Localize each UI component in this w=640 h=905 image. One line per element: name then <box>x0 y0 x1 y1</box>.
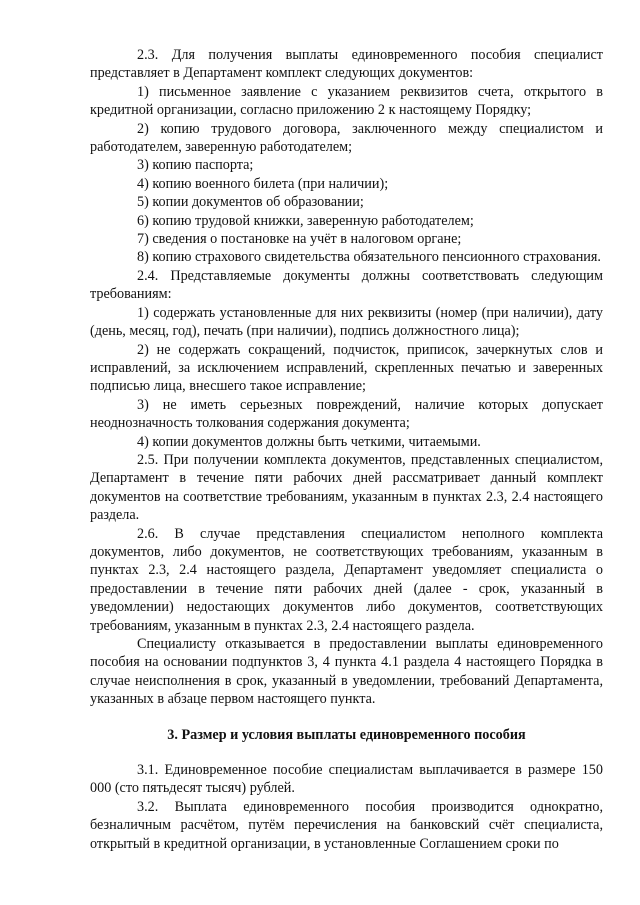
section-heading: 3. Размер и условия выплаты единовременного пособия <box>167 726 526 743</box>
paragraph-2-6: 2.6. В случае представления специалистом неполного комплекта документов, либо документов, не соответствующих требованиям, указанным в пунктах 2.3, 2.4 настоящего раздела, Департамент уведомляет специалиста о предоставлении в течение пяти рабочих дней (далее - срок, указанный в уведомлении) недостающих документов либо документов, соответствующих требованиям, указанным в пунктах 2.3, 2.4 настоящего раздела. <box>90 525 603 634</box>
list-item-education-docs: 5) копии документов об образовании; <box>137 194 364 211</box>
list-item-passport: 3) копию паспорта; <box>137 157 254 174</box>
paragraph-refusal: Специалисту отказывается в предоставлении выплаты единовременного пособия на основании подпунктов 3, 4 пункта 4.1 раздела 4 настоящего Порядка в случае неисполнения в срок, указанный в уведомлении, требований Департамента, указанных в абзаце первом настоящего пункта. <box>90 636 603 708</box>
requirement-legible: 4) копии документов должны быть четкими, читаемыми. <box>137 433 481 450</box>
list-item-application: 1) письменное заявление с указанием реквизитов счета, открытого в кредитной организации, согласно приложению 2 к настоящему Порядку; <box>90 83 603 119</box>
paragraph-3-2: 3.2. Выплата единовременного пособия производится однократно, безналичным расчётом, путём перечисления на банковский счёт специалиста, открытый в кредитной организации, в установленные Соглашением сроки по <box>90 798 603 852</box>
document-page <box>90 46 603 853</box>
requirement-no-corrections: 2) не содержать сокращений, подчисток, приписок, зачеркнутых слов и исправлений, за исключением исправлений, скрепленных печатью и заверенных подписью лица, внесшего такое исправление; <box>90 341 603 395</box>
list-item-tax-registration: 7) сведения о постановке на учёт в налоговом органе; <box>137 231 462 248</box>
list-item-employment-contract: 2) копию трудового договора, заключенного между специалистом и работодателем, заверенную работодателем; <box>90 120 603 156</box>
paragraph-2-5: 2.5. При получении комплекта документов, представленных специалистом, Департамент в течение пяти рабочих дней рассматривает данный комплект документов на соответствие требованиям, указанным в пунктах 2.3, 2.4 настоящего раздела. <box>90 451 603 524</box>
list-item-military-id: 4) копию военного билета (при наличии); <box>137 175 389 192</box>
paragraph-3-1: 3.1. Единовременное пособие специалистам выплачивается в размере 150 000 (сто пятьдесят тысяч) рублей. <box>90 762 603 797</box>
list-item-pension-certificate: 8) копию страхового свидетельства обязательного пенсионного страхования. <box>137 249 601 266</box>
requirement-details: 1) содержать установленные для них реквизиты (номер (при наличии), дату (день, месяц, год), печать (при наличии), подпись должностного лица); <box>90 304 603 340</box>
paragraph-2-3: 2.3. Для получения выплаты единовременного пособия специалист представляет в Департамент комплект следующих документов: <box>90 47 603 82</box>
list-item-work-book: 6) копию трудовой книжки, заверенную работодателем; <box>137 212 474 229</box>
paragraph-2-4: 2.4. Представляемые документы должны соответствовать следующим требованиям: <box>90 267 603 303</box>
requirement-no-damage: 3) не иметь серьезных повреждений, наличие которых допускает неоднозначность толкования содержания документа; <box>90 396 603 432</box>
